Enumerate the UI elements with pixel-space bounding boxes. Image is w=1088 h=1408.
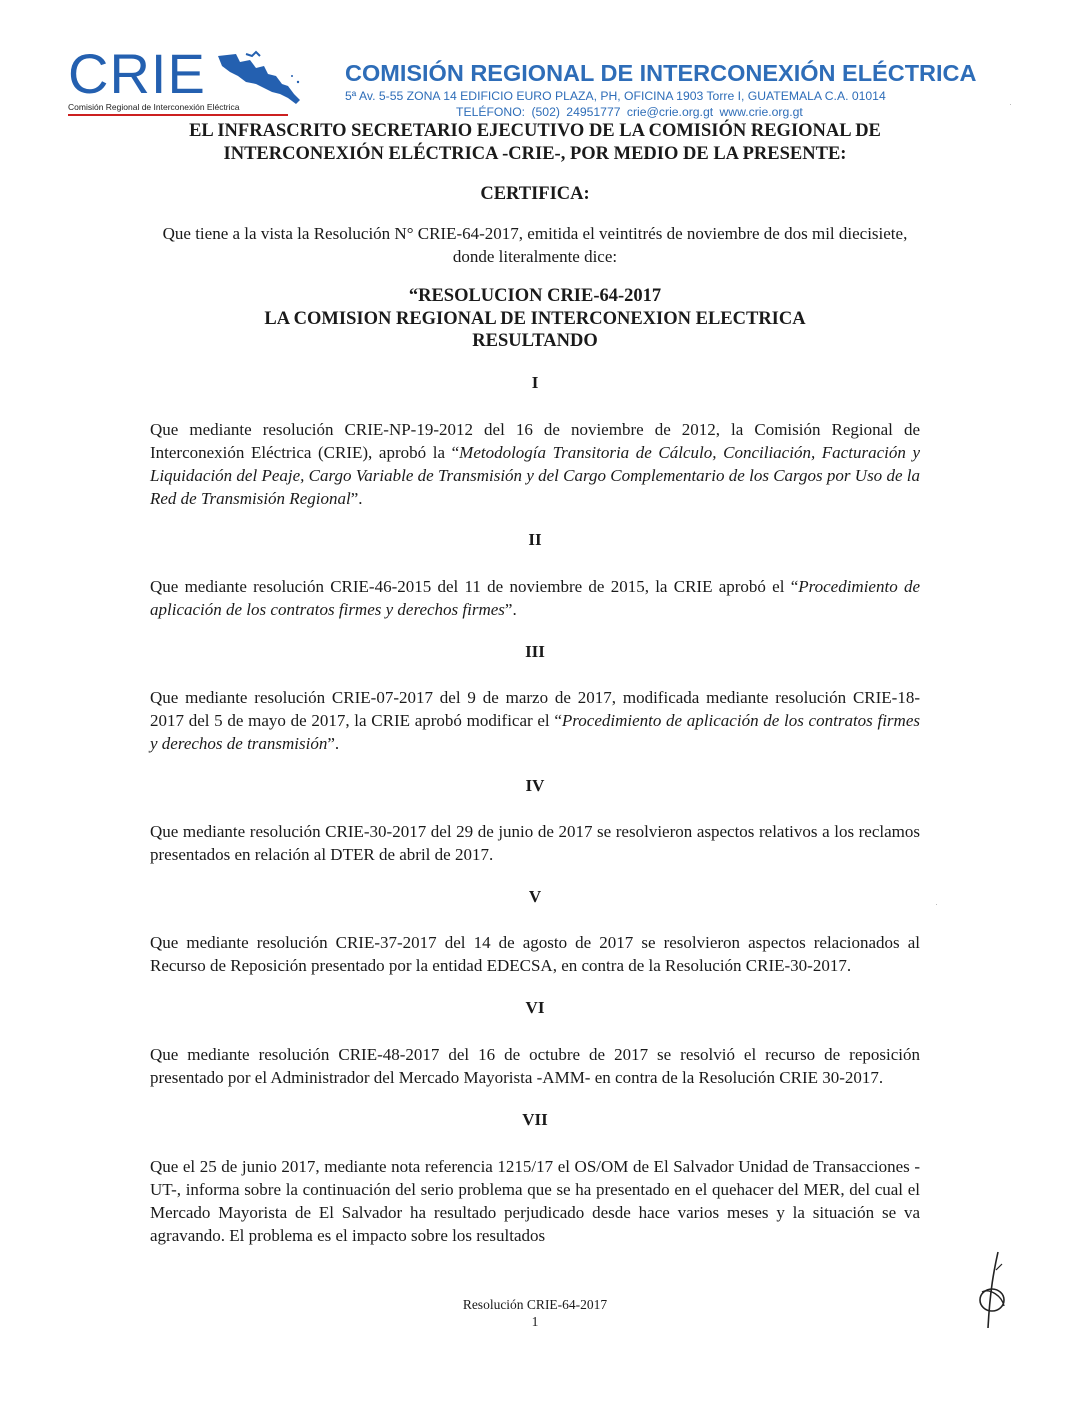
section-number: II (528, 530, 542, 549)
scan-speck (936, 904, 937, 905)
section-number: VI (525, 998, 545, 1017)
resolution-title (150, 285, 920, 353)
section-number: III (525, 642, 545, 661)
section-paragraph: Que mediante resolución CRIE-NP-19-2012 del 16 de noviembre de 2012, la Comisión Regional de Interconexión Eléctrica (CRIE), aprobó la “Metodología Transitoria de Cálculo, Conciliación, Facturación y Liquidación del Peaje, Cargo Variable de Transmisión y del Cargo Complementario de los Cargos por Uso de la Red de Transmisión Regional”. (150, 420, 920, 508)
italic-title: Procedimiento de aplicación de los contratos firmes y derechos de transmisión (150, 711, 920, 753)
organization-contact: TELÉFONO: (502) 24951777 crie@crie.org.gt www.crie.org.gt (456, 105, 803, 119)
intro-paragraph: Que tiene a la vista la Resolución N° CRIE-64-2017, emitida el veintitrés de noviembre de dos mil diecisiete, donde literalmente dice: (162, 224, 908, 266)
italic-title: Metodología Transitoria de Cálculo, Conciliación, Facturación y Liquidación del Peaje, Cargo Variable de Transmisión y del Cargo Complementario de los Cargos por Uso de la Red de Transmisión Regional (150, 443, 920, 508)
italic-title: Procedimiento de aplicación de los contratos firmes y derechos firmes (150, 577, 921, 619)
crie-logo (68, 42, 300, 118)
page-number: 1 (531, 1314, 539, 1329)
resolution-title-line: “RESOLUCION CRIE-64-2017 (408, 286, 662, 306)
organization-name: COMISIÓN REGIONAL DE INTERCONEXIÓN ELÉCTRICA (345, 60, 977, 86)
section-paragraph: Que mediante resolución CRIE-37-2017 del 14 de agosto de 2017 se resolvieron aspectos relacionados al Recurso de Reposición presentado por la entidad EDECSA, en contra de la Resolución CRIE-30-2017. (150, 933, 920, 975)
document-heading: EL INFRASCRITO SECRETARIO EJECUTIVO DE LA COMISIÓN REGIONAL DE INTERCONEXIÓN ELÉCTRICA -CRIE-, POR MEDIO DE LA PRESENTE: (189, 121, 881, 164)
section-paragraph: Que mediante resolución CRIE-46-2015 del 11 de noviembre de 2015, la CRIE aprobó el “Procedimiento de aplicación de los contratos firmes y derechos firmes”. (150, 577, 921, 619)
logo-tagline: Comisión Regional de Interconexión Eléctrica (68, 102, 288, 116)
section-number: V (528, 887, 542, 906)
central-america-map-icon (216, 48, 304, 106)
resolution-title-line: RESULTANDO (472, 331, 598, 351)
section-number: IV (525, 776, 545, 795)
page-footer (380, 1296, 690, 1330)
certifica-heading: CERTIFICA: (480, 184, 590, 204)
section-number: VII (522, 1110, 548, 1129)
organization-address: 5ª Av. 5-55 ZONA 14 EDIFICIO EURO PLAZA, PH, OFICINA 1903 Torre I, GUATEMALA C.A. 01014 (345, 89, 886, 103)
resolution-title-line: LA COMISION REGIONAL DE INTERCONEXION ELECTRICA (264, 308, 806, 329)
section-number: I (531, 373, 539, 392)
section-paragraph: Que el 25 de junio 2017, mediante nota referencia 1215/17 el OS/OM de El Salvador Unidad de Transacciones - UT-, informa sobre la continuación del serio problema que se ha presentado en el quehacer del MER, del cual el Mercado Mayorista de El Salvador ha resultado perjudicado desde hace varios meses y la situación se va agravando. El problema es el impacto sobre los resultados (150, 1157, 920, 1245)
section-paragraph: Que mediante resolución CRIE-30-2017 del 29 de junio de 2017 se resolvieron aspectos relativos a los reclamos presentados en relación al DTER de abril de 2017. (150, 822, 920, 864)
logo-wordmark: CRIE (68, 42, 206, 105)
section-paragraph: Que mediante resolución CRIE-07-2017 del 9 de marzo de 2017, modificada mediante resolución CRIE-18-2017 del 5 de mayo de 2017, la CRIE aprobó modificar el “Procedimiento de aplicación de los contratos firmes y derechos de transmisión”. (150, 688, 920, 753)
handwritten-initials-signature (968, 1250, 1018, 1330)
section-paragraph: Que mediante resolución CRIE-48-2017 del 16 de octubre de 2017 se resolvió el recurso de reposición presentado por el Administrador del Mercado Mayorista -AMM- en contra de la Resolución CRIE 30-2017. (150, 1045, 920, 1087)
scan-speck (1010, 104, 1011, 105)
footer-reference: Resolución CRIE-64-2017 (462, 1297, 608, 1312)
